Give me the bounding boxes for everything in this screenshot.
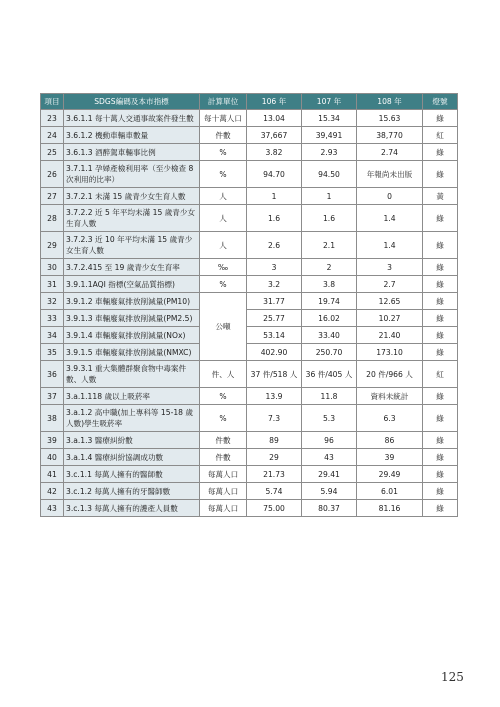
table-row xyxy=(41,388,458,405)
indicator-cell: 3.a.1.4 醫療糾紛協調成功數 xyxy=(64,449,200,466)
table-row xyxy=(41,405,458,432)
value-107: 2 xyxy=(302,259,357,276)
light-cell: 綠 xyxy=(423,293,458,310)
value-106: 75.00 xyxy=(247,500,302,517)
header-item-no: 項目 xyxy=(41,94,64,110)
row-number: 31 xyxy=(41,276,64,293)
table-row xyxy=(41,483,458,500)
value-108: 39 xyxy=(357,449,423,466)
value-107: 43 xyxy=(302,449,357,466)
row-number: 30 xyxy=(41,259,64,276)
sdg-indicator-table xyxy=(40,93,458,517)
header-year-107: 107 年 xyxy=(302,94,357,110)
value-108: 81.16 xyxy=(357,500,423,517)
table-row xyxy=(41,161,458,188)
value-108: 86 xyxy=(357,432,423,449)
indicator-cell: 3.9.1.3 車輛廢氣排放削減量(PM2.5) xyxy=(64,310,200,327)
indicator-cell: 3.c.1.3 每萬人擁有的護產人員數 xyxy=(64,500,200,517)
light-cell: 綠 xyxy=(423,205,458,232)
indicator-cell: 3.9.1.1AQI 指標(空氣品質指標) xyxy=(64,276,200,293)
row-number: 24 xyxy=(41,127,64,144)
row-number: 39 xyxy=(41,432,64,449)
unit-cell: 件數 xyxy=(200,432,247,449)
light-cell: 綠 xyxy=(423,405,458,432)
unit-cell: 人 xyxy=(200,232,247,259)
unit-cell: % xyxy=(200,144,247,161)
unit-cell: 每十萬人口 xyxy=(200,110,247,127)
value-108: 年報尚未出版 xyxy=(357,161,423,188)
light-cell: 綠 xyxy=(423,276,458,293)
value-106: 25.77 xyxy=(247,310,302,327)
value-106: 3.82 xyxy=(247,144,302,161)
value-106: 29 xyxy=(247,449,302,466)
value-106: 94.70 xyxy=(247,161,302,188)
table-row xyxy=(41,127,458,144)
light-cell: 綠 xyxy=(423,232,458,259)
unit-cell-merged: 公噸 xyxy=(200,293,247,361)
light-cell: 綠 xyxy=(423,466,458,483)
unit-cell: % xyxy=(200,276,247,293)
row-number: 27 xyxy=(41,188,64,205)
value-107: 94.50 xyxy=(302,161,357,188)
light-cell: 綠 xyxy=(423,388,458,405)
table-row xyxy=(41,310,458,327)
indicator-cell: 3.a.1.118 歲以上吸菸率 xyxy=(64,388,200,405)
value-108: 15.63 xyxy=(357,110,423,127)
row-number: 37 xyxy=(41,388,64,405)
unit-cell: 件數 xyxy=(200,127,247,144)
indicator-cell: 3.9.1.2 車輛廢氣排放削減量(PM10) xyxy=(64,293,200,310)
value-107: 80.37 xyxy=(302,500,357,517)
light-cell: 綠 xyxy=(423,259,458,276)
light-cell: 紅 xyxy=(423,127,458,144)
light-cell: 綠 xyxy=(423,110,458,127)
value-106: 7.3 xyxy=(247,405,302,432)
row-number: 42 xyxy=(41,483,64,500)
value-106: 3 xyxy=(247,259,302,276)
value-107: 11.8 xyxy=(302,388,357,405)
unit-cell: 每萬人口 xyxy=(200,483,247,500)
table-row xyxy=(41,144,458,161)
header-indicator: SDGS編碼及本市指標 xyxy=(64,94,200,110)
value-106: 13.9 xyxy=(247,388,302,405)
value-107: 29.41 xyxy=(302,466,357,483)
value-107: 16.02 xyxy=(302,310,357,327)
indicator-cell: 3.9.3.1 重大集體群聚食物中毒案件數、人數 xyxy=(64,361,200,388)
light-cell: 綠 xyxy=(423,432,458,449)
light-cell: 綠 xyxy=(423,144,458,161)
indicator-cell: 3.7.2.3 近 10 年平均未滿 15 歲青少女生育人數 xyxy=(64,232,200,259)
light-cell: 紅 xyxy=(423,361,458,388)
value-106: 1 xyxy=(247,188,302,205)
value-107: 1 xyxy=(302,188,357,205)
row-number: 25 xyxy=(41,144,64,161)
table-row xyxy=(41,500,458,517)
value-106: 31.77 xyxy=(247,293,302,310)
value-108: 資料未統計 xyxy=(357,388,423,405)
table-row xyxy=(41,361,458,388)
value-108: 20 件/966 人 xyxy=(357,361,423,388)
row-number: 23 xyxy=(41,110,64,127)
indicator-cell: 3.6.1.2 機動車輛車數量 xyxy=(64,127,200,144)
value-106: 5.74 xyxy=(247,483,302,500)
table-row xyxy=(41,110,458,127)
unit-cell: 件數 xyxy=(200,449,247,466)
light-cell: 綠 xyxy=(423,344,458,361)
light-cell: 黃 xyxy=(423,188,458,205)
table-row xyxy=(41,466,458,483)
row-number: 43 xyxy=(41,500,64,517)
unit-cell: % xyxy=(200,161,247,188)
header-unit: 計算單位 xyxy=(200,94,247,110)
unit-cell: % xyxy=(200,405,247,432)
value-108: 6.3 xyxy=(357,405,423,432)
unit-cell: 人 xyxy=(200,188,247,205)
value-106: 402.90 xyxy=(247,344,302,361)
table-row xyxy=(41,276,458,293)
value-106: 53.14 xyxy=(247,327,302,344)
table-row xyxy=(41,259,458,276)
value-108: 3 xyxy=(357,259,423,276)
value-108: 1.4 xyxy=(357,232,423,259)
value-108: 12.65 xyxy=(357,293,423,310)
table-header-row xyxy=(41,94,458,110)
row-number: 26 xyxy=(41,161,64,188)
indicator-cell: 3.9.1.5 車輛廢氣排放削減量(NMXC) xyxy=(64,344,200,361)
value-107: 5.94 xyxy=(302,483,357,500)
value-106: 13.04 xyxy=(247,110,302,127)
value-108: 29.49 xyxy=(357,466,423,483)
indicator-cell: 3.a.1.2 高中職(加上專科等 15-18 歲人數)學生吸菸率 xyxy=(64,405,200,432)
row-number: 38 xyxy=(41,405,64,432)
table-row xyxy=(41,188,458,205)
unit-cell: 件、人 xyxy=(200,361,247,388)
value-106: 89 xyxy=(247,432,302,449)
row-number: 33 xyxy=(41,310,64,327)
value-107: 15.34 xyxy=(302,110,357,127)
row-number: 35 xyxy=(41,344,64,361)
value-107: 250.70 xyxy=(302,344,357,361)
value-106: 3.2 xyxy=(247,276,302,293)
value-107: 19.74 xyxy=(302,293,357,310)
light-cell: 綠 xyxy=(423,327,458,344)
value-108: 6.01 xyxy=(357,483,423,500)
unit-cell: ‰ xyxy=(200,259,247,276)
light-cell: 綠 xyxy=(423,161,458,188)
value-107: 33.40 xyxy=(302,327,357,344)
value-107: 96 xyxy=(302,432,357,449)
value-108: 21.40 xyxy=(357,327,423,344)
indicator-cell: 3.a.1.3 醫療糾紛數 xyxy=(64,432,200,449)
indicator-cell: 3.6.1.1 每十萬人交通事故案件發生數 xyxy=(64,110,200,127)
value-108: 38,770 xyxy=(357,127,423,144)
row-number: 28 xyxy=(41,205,64,232)
value-108: 1.4 xyxy=(357,205,423,232)
indicator-cell: 3.7.2.2 近 5 年平均未滿 15 歲青少女生育人數 xyxy=(64,205,200,232)
table-row xyxy=(41,232,458,259)
header-year-108: 108 年 xyxy=(357,94,423,110)
table-row xyxy=(41,449,458,466)
row-number: 29 xyxy=(41,232,64,259)
unit-cell: 每萬人口 xyxy=(200,500,247,517)
value-108: 2.7 xyxy=(357,276,423,293)
row-number: 40 xyxy=(41,449,64,466)
indicator-cell: 3.6.1.3 酒醉駕車輛事比例 xyxy=(64,144,200,161)
value-106: 37 件/518 人 xyxy=(247,361,302,388)
light-cell: 綠 xyxy=(423,500,458,517)
table-row xyxy=(41,432,458,449)
row-number: 32 xyxy=(41,293,64,310)
row-number: 41 xyxy=(41,466,64,483)
header-light: 燈號 xyxy=(423,94,458,110)
table-row xyxy=(41,205,458,232)
row-number: 36 xyxy=(41,361,64,388)
table-row xyxy=(41,293,458,310)
value-107: 1.6 xyxy=(302,205,357,232)
value-108: 2.74 xyxy=(357,144,423,161)
value-108: 10.27 xyxy=(357,310,423,327)
table-row xyxy=(41,344,458,361)
unit-cell: % xyxy=(200,388,247,405)
light-cell: 綠 xyxy=(423,483,458,500)
value-107: 39,491 xyxy=(302,127,357,144)
page-number: 125 xyxy=(441,670,464,684)
row-number: 34 xyxy=(41,327,64,344)
header-year-106: 106 年 xyxy=(247,94,302,110)
value-107: 2.93 xyxy=(302,144,357,161)
indicator-cell: 3.7.2.415 至 19 歲青少女生育率 xyxy=(64,259,200,276)
value-107: 2.1 xyxy=(302,232,357,259)
unit-cell: 人 xyxy=(200,205,247,232)
value-108: 0 xyxy=(357,188,423,205)
value-107: 3.8 xyxy=(302,276,357,293)
value-106: 2.6 xyxy=(247,232,302,259)
value-106: 21.73 xyxy=(247,466,302,483)
indicator-cell: 3.9.1.4 車輛廢氣排放削減量(NOx) xyxy=(64,327,200,344)
value-107: 5.3 xyxy=(302,405,357,432)
indicator-cell: 3.7.1.1 孕婦產檢利用率（至少檢查 8 次利用的比率） xyxy=(64,161,200,188)
indicator-cell: 3.7.2.1 未滿 15 歲青少女生育人數 xyxy=(64,188,200,205)
indicator-cell: 3.c.1.1 每萬人擁有的醫師數 xyxy=(64,466,200,483)
value-106: 37,667 xyxy=(247,127,302,144)
unit-cell: 每萬人口 xyxy=(200,466,247,483)
value-106: 1.6 xyxy=(247,205,302,232)
light-cell: 綠 xyxy=(423,310,458,327)
value-108: 173.10 xyxy=(357,344,423,361)
indicator-cell: 3.c.1.2 每萬人擁有的牙醫師數 xyxy=(64,483,200,500)
light-cell: 綠 xyxy=(423,449,458,466)
value-107: 36 件/405 人 xyxy=(302,361,357,388)
table-row xyxy=(41,327,458,344)
